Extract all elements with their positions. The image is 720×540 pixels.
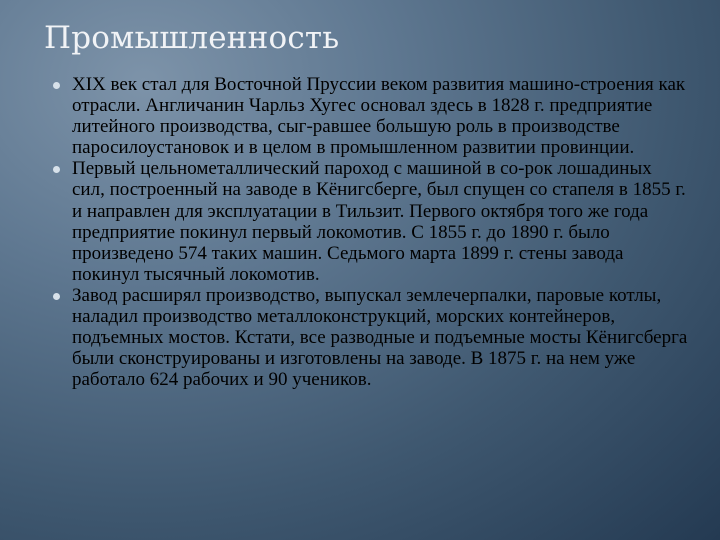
bullet-list [53,74,689,390]
bullet-dot-icon [53,166,60,173]
bullet-text: Завод расширял производство, выпускал землечерпалки, паровые котлы, наладил производство металлоконструкций, морских контейнеров, подъемных мостов. Кстати, все разводные и подъемные мосты Кёнигсберга были сконструированы и изготовлены на заводе. В 1875 г. на нем уже работало 624 рабочих и 90 учеников. [72,284,688,391]
bullet-dot-icon [53,82,60,89]
bullet-item [53,285,689,390]
bullet-item [53,158,689,285]
bullet-item [53,74,689,158]
bullet-text: Первый цельнометаллический пароход с машиной в со-рок лошадиных сил, построенный на заводе в Кёнигсберге, был спущен со стапеля в 1855 г. и направлен для эксплуатации в Тильзит. Первого октября того же года предприятие покинул первый локомотив. С 1855 г. до 1890 г. было произведено 574 таких машин. Седьмого марта 1899 г. стены завода покинул тысячный локомотив. [72,158,686,285]
slide-title: Промышленность [44,20,340,56]
bullet-text: XIX век стал для Восточной Пруссии веком развития машино-строения как отрасли. Англичанин Чарльз Хугес основал здесь в 1828 г. предприятие литейного производства, сыг-равшее большую роль в производстве паросилоустановок и в целом в промышленном развитии провинции. [72,74,686,159]
bullet-dot-icon [53,293,60,300]
